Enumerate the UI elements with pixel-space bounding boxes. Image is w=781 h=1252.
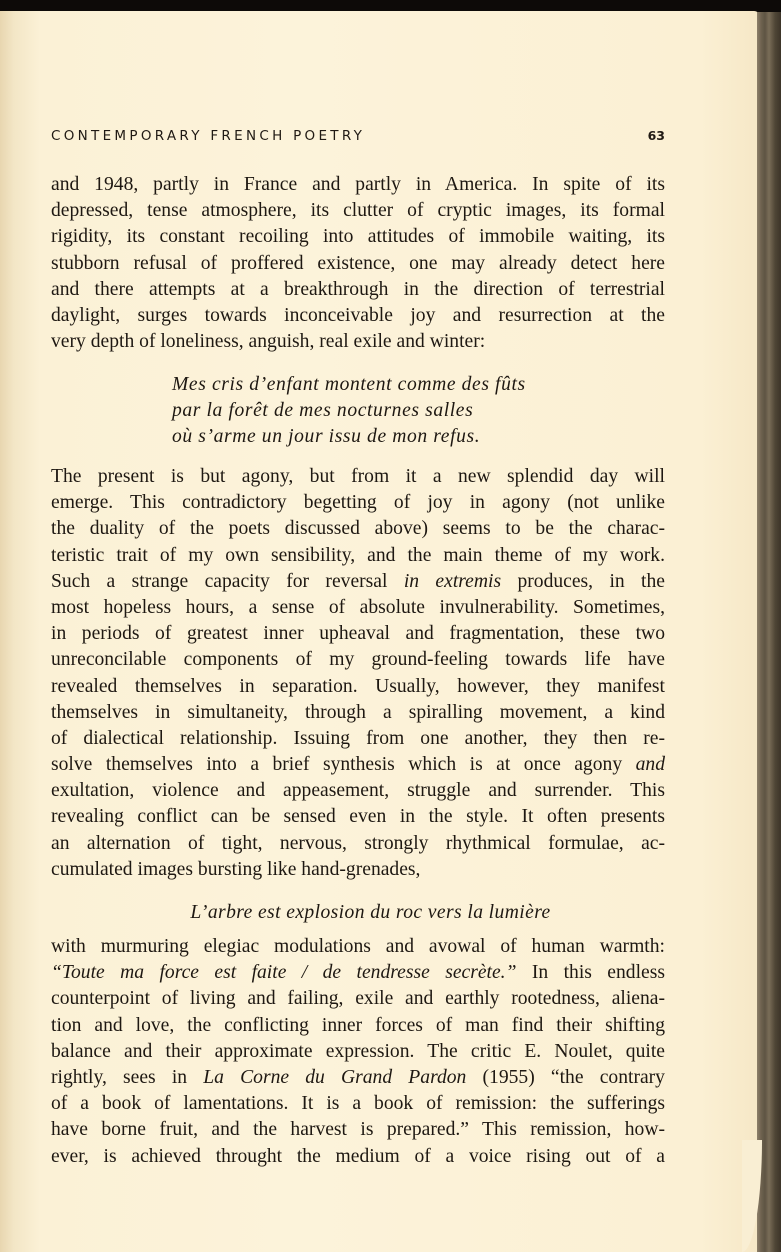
text-line: daylight, surges towards inconceivable joy and resurrection at the [51,304,665,326]
text-line: teristic trait of my own sensibility, and the main theme of my work. [51,544,665,566]
text-line: of dialectical relationship. Issuing from one another, they then re- [51,727,665,749]
text-line: an alternation of tight, nervous, strongly rhythmical formulae, ac- [51,832,665,854]
text-line: rigidity, its constant recoiling into attitudes of immobile waiting, its [51,226,665,248]
paragraph-3 [51,934,665,1170]
text-line: very depth of loneliness, anguish, real exile and winter: [51,331,486,353]
text-line: emerge. This contradictory begetting of joy in agony (not unlike [51,492,665,514]
verse-line: Mes cris d’enfant montent comme des fûts [172,374,526,395]
text-line: balance and their approximate expression. The critic E. Noulet, quite [51,1040,665,1062]
emphasis-quotation: “Toute ma force est faite / de tendresse secrète.” [51,962,517,984]
paragraph-1 [51,172,665,355]
page-number: 63 [647,128,665,143]
emphasis: in extremis [403,570,502,592]
text-line: cumulated images bursting like hand-grenades, [51,858,421,880]
running-head [51,128,665,150]
text-line: revealed themselves in separation. Usually, however, they manifest [51,675,665,697]
text-line: The present is but agony, but from it a new splendid day will [51,466,665,487]
text-line: tion and love, the conflicting inner forces of man find their shifting [51,1014,665,1036]
page-stack-edge [757,12,781,1252]
running-head-title: CONTEMPORARY FRENCH POETRY [51,128,366,144]
text-line: the duality of the poets discussed above) seems to be the charac- [51,518,665,540]
text-line: depressed, tense atmosphere, its clutter of cryptic images, its formal [51,200,665,222]
text-line: rightly, sees in La Corne du Grand Pardon (1955) “the contrary [51,1066,665,1088]
text-line: most hopeless hours, a sense of absolute invulnerability. Sometimes, [51,596,665,618]
text-line: with murmuring elegiac modulations and avowal of human warmth: [51,936,665,957]
text-line: “Toute ma force est faite / de tendresse secrète.” In this endless [51,962,665,984]
text-line: of a book of lamentations. It is a book of remission: the sufferings [51,1093,665,1115]
text-line: solve themselves into a brief synthesis which is at once agony and [51,754,665,776]
verse-line: où s’arme un jour issu de mon refus. [172,426,481,448]
text-line: and there attempts at a breakthrough in the direction of terrestrial [51,278,665,300]
verse-quotation-2: L’arbre est explosion du roc vers la lumière [190,902,551,923]
paragraph-2 [51,464,665,883]
verse-line: par la forêt de mes nocturnes salles [172,400,474,422]
book-title: La Corne du Grand Pardon [203,1066,467,1088]
text-line: and 1948, partly in France and partly in America. In spite of its [51,174,665,195]
text-line: themselves in simultaneity, through a spiralling movement, a kind [51,701,665,723]
verse-quotation-1 [172,372,526,451]
text-line: have borne fruit, and the harvest is prepared.” This remission, how- [51,1119,665,1141]
text-line: exultation, violence and appeasement, struggle and surrender. This [51,780,665,802]
text-line: ever, is achieved throught the medium of a voice rising out of a [51,1145,665,1167]
text-line: unreconcilable components of my ground-feeling towards life have [51,649,665,671]
text-line: revealing conflict can be sensed even in the style. It often presents [51,806,665,828]
text-line: Such a strange capacity for reversal in extremis produces, in the [51,570,665,592]
text-line: stubborn refusal of proffered existence, one may already detect here [51,252,665,274]
emphasis: and [635,754,665,776]
text-line: in periods of greatest inner upheaval and fragmentation, these two [51,623,665,645]
text-line: counterpoint of living and failing, exile and earthly rootedness, aliena- [51,988,665,1010]
